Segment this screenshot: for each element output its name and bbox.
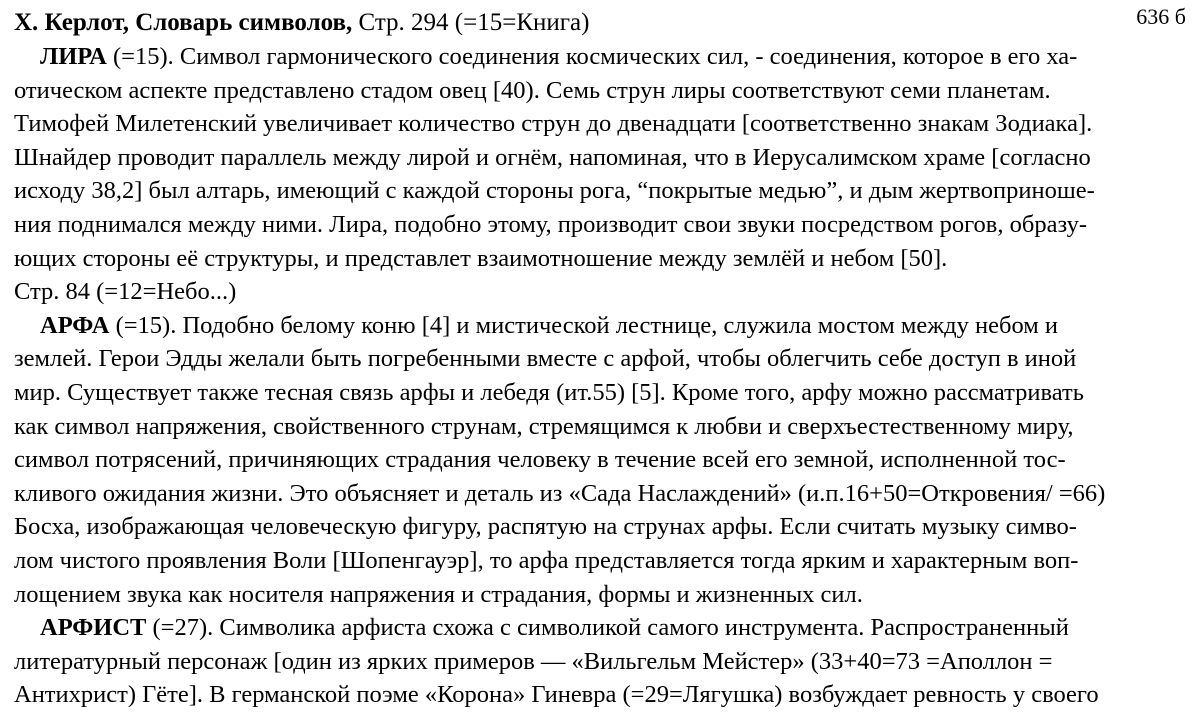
text-line: отическом аспекте представлено стадом овец [40). Семь струн лиры соответствуют семи планетам. [14,76,1051,104]
entry-term-arfa: АРФА [40,311,110,339]
document-title-source: X. Керлот, Словарь символов, [14,9,353,36]
text-line: ющих стороны её структуры, и представлет взаимотношение между землёй и небом [50]. [14,244,948,272]
entry-arfa [14,309,1186,611]
entry-arfist [14,611,1186,712]
document-title [14,8,1186,38]
text-line: лощением звука как носителя напряжения и страдания, формы и жизненных сил. [14,580,863,608]
text-line: АРФИСТ (=27). Символика арфиста схожа с символикой самого инструмента. Распространенный [40,614,1069,642]
text-line: лом чистого проявления Воли [Шопенгауэр], то арфа представляется тогда ярким и характерным воп- [14,546,1079,574]
text-line: Шнайдер проводит параллель между лирой и огнём, напоминая, что в Иерусалимском храме [согласно [14,143,1091,171]
document-title-reference: Стр. 294 (=15=Книга) [352,9,590,36]
text-line: землей. Герои Эдды желали быть погребенными вместе с арфой, чтобы облегчить себе доступ в иной [14,345,1077,373]
text-line: кливого ожидания жизни. Это объясняет и деталь из «Сада Наслаждений» (и.п.16+50=Откровения/ =66) [14,479,1106,507]
text-line: Босха, изображающая человеческую фигуру, распятую на струнах арфы. Если считать музыку симво- [14,513,1077,541]
text-line: Антихрист) Гёте]. В германской поэме «Корона» Гиневра (=29=Лягушка) возбуждает ревность у своего [14,681,1099,709]
text-line: как символ напряжения, свойственного струнам, стремящимся к любви и сверхъестественному миру, [14,412,1074,440]
text-line: АРФА (=15). Подобно белому коню [4] и мистической лестнице, служила мостом между небом и [40,311,1058,339]
text-line: ния поднимался между ними. Лира, подобно этому, производит свои звуки посредством рогов, образу- [14,210,1088,238]
text-line: литературный персонаж [один из ярких примеров — «Вильгельм Мейстер» (33+40=73 =Аполлон = [14,647,1053,675]
page-header [14,4,1186,40]
entry-lira [14,40,1186,309]
text-line: Тимофей Милетенский увеличивает количество струн до двенадцати [соответственно знакам Зодиака]. [14,110,1093,138]
page-number: 636 б [1136,4,1186,29]
text-line: мир. Существует также тесная связь арфы и лебедя (ит.55) [5]. Кроме того, арфу можно рассматривать [14,378,1084,406]
entry-term-lira: ЛИРА [40,43,107,70]
document-body [14,40,1186,712]
text-line: ЛИРА (=15). Символ гармонического соединения космических сил, - соединения, которое в его ха- [40,43,1078,70]
text-line: Стр. 84 (=12=Небо...) [14,278,237,306]
text-line: исходу 38,2] был алтарь, имеющий с каждой стороны рога, “покрытые медью”, и дым жертвоприноше- [14,177,1095,205]
text-line: символ потрясений, причиняющих страдания человеку в течение всей его земной, исполненной тос- [14,446,1066,474]
entry-term-arfist: АРФИСТ [40,614,147,642]
